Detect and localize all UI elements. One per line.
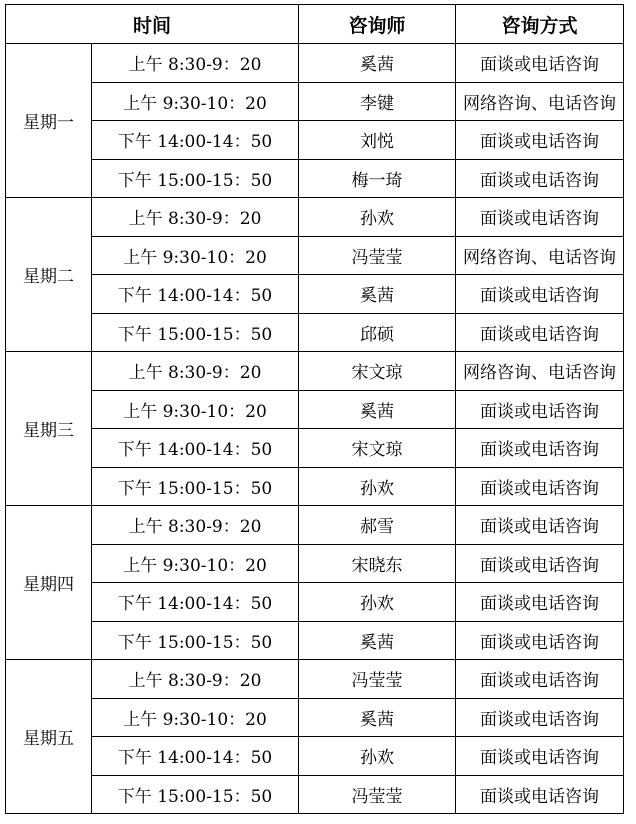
method-cell: 面谈或电话咨询 [456, 737, 624, 776]
table-row [6, 660, 624, 699]
method-cell: 网络咨询、电话咨询 [456, 82, 624, 121]
time-cell: 上午 9:30-10：20 [92, 236, 299, 275]
time-cell: 上午 9:30-10：20 [92, 82, 299, 121]
counselor-cell: 梅一琦 [299, 159, 456, 198]
time-cell: 上午 9:30-10：20 [92, 390, 299, 429]
table-row [6, 583, 624, 622]
counselor-cell: 孙欢 [299, 467, 456, 506]
schedule-body [6, 44, 624, 814]
counselor-cell: 宋文琼 [299, 352, 456, 391]
time-cell: 下午 15:00-15：50 [92, 159, 299, 198]
counselor-cell: 奚茜 [299, 621, 456, 660]
table-row [6, 82, 624, 121]
time-cell: 上午 8:30-9：20 [92, 352, 299, 391]
method-cell: 面谈或电话咨询 [456, 429, 624, 468]
method-cell: 面谈或电话咨询 [456, 198, 624, 237]
counselor-cell: 郝雪 [299, 506, 456, 545]
time-cell: 上午 9:30-10：20 [92, 698, 299, 737]
method-cell: 面谈或电话咨询 [456, 390, 624, 429]
table-row [6, 467, 624, 506]
time-cell: 下午 14:00-14：50 [92, 429, 299, 468]
time-cell: 上午 8:30-9：20 [92, 198, 299, 237]
method-cell: 面谈或电话咨询 [456, 313, 624, 352]
time-cell: 下午 14:00-14：50 [92, 737, 299, 776]
counselor-cell: 冯莹莹 [299, 775, 456, 814]
counselor-cell: 冯莹莹 [299, 660, 456, 699]
time-cell: 下午 15:00-15：50 [92, 313, 299, 352]
counselor-cell: 孙欢 [299, 737, 456, 776]
table-row [6, 198, 624, 237]
method-cell: 面谈或电话咨询 [456, 467, 624, 506]
time-cell: 上午 9:30-10：20 [92, 544, 299, 583]
counselor-cell: 奚茜 [299, 390, 456, 429]
table-row [6, 506, 624, 545]
time-cell: 下午 14:00-14：50 [92, 583, 299, 622]
counselor-cell: 刘悦 [299, 121, 456, 160]
counselor-cell: 李键 [299, 82, 456, 121]
counselor-cell: 孙欢 [299, 583, 456, 622]
counselor-cell: 冯莹莹 [299, 236, 456, 275]
method-cell: 网络咨询、电话咨询 [456, 236, 624, 275]
schedule-table [5, 4, 624, 814]
day-cell: 星期五 [6, 660, 92, 814]
time-cell: 下午 15:00-15：50 [92, 467, 299, 506]
table-row [6, 429, 624, 468]
day-cell: 星期四 [6, 506, 92, 660]
method-cell: 面谈或电话咨询 [456, 44, 624, 83]
table-row [6, 121, 624, 160]
counselor-cell: 奚茜 [299, 44, 456, 83]
time-cell: 下午 15:00-15：50 [92, 775, 299, 814]
counselor-cell: 奚茜 [299, 275, 456, 314]
day-cell: 星期二 [6, 198, 92, 352]
table-row [6, 737, 624, 776]
method-cell: 面谈或电话咨询 [456, 698, 624, 737]
counselor-cell: 奚茜 [299, 698, 456, 737]
method-cell: 面谈或电话咨询 [456, 583, 624, 622]
counselor-cell: 宋晓东 [299, 544, 456, 583]
header-counselor: 咨询师 [299, 5, 456, 44]
day-cell: 星期一 [6, 44, 92, 198]
day-cell: 星期三 [6, 352, 92, 506]
counselor-cell: 邱硕 [299, 313, 456, 352]
method-cell: 面谈或电话咨询 [456, 544, 624, 583]
method-cell: 面谈或电话咨询 [456, 621, 624, 660]
method-cell: 网络咨询、电话咨询 [456, 352, 624, 391]
time-cell: 上午 8:30-9：20 [92, 44, 299, 83]
method-cell: 面谈或电话咨询 [456, 121, 624, 160]
method-cell: 面谈或电话咨询 [456, 506, 624, 545]
time-cell: 上午 8:30-9：20 [92, 660, 299, 699]
header-time: 时间 [6, 5, 299, 44]
method-cell: 面谈或电话咨询 [456, 775, 624, 814]
header-method: 咨询方式 [456, 5, 624, 44]
counselor-cell: 孙欢 [299, 198, 456, 237]
table-row [6, 44, 624, 83]
table-row [6, 775, 624, 814]
method-cell: 面谈或电话咨询 [456, 660, 624, 699]
table-row [6, 698, 624, 737]
table-row [6, 236, 624, 275]
table-row [6, 621, 624, 660]
method-cell: 面谈或电话咨询 [456, 159, 624, 198]
method-cell: 面谈或电话咨询 [456, 275, 624, 314]
table-row [6, 352, 624, 391]
table-row [6, 275, 624, 314]
time-cell: 下午 14:00-14：50 [92, 275, 299, 314]
time-cell: 下午 14:00-14：50 [92, 121, 299, 160]
header-row [6, 5, 624, 44]
table-row [6, 159, 624, 198]
table-row [6, 390, 624, 429]
table-row [6, 313, 624, 352]
counselor-cell: 宋文琼 [299, 429, 456, 468]
table-row [6, 544, 624, 583]
time-cell: 上午 8:30-9：20 [92, 506, 299, 545]
time-cell: 下午 15:00-15：50 [92, 621, 299, 660]
